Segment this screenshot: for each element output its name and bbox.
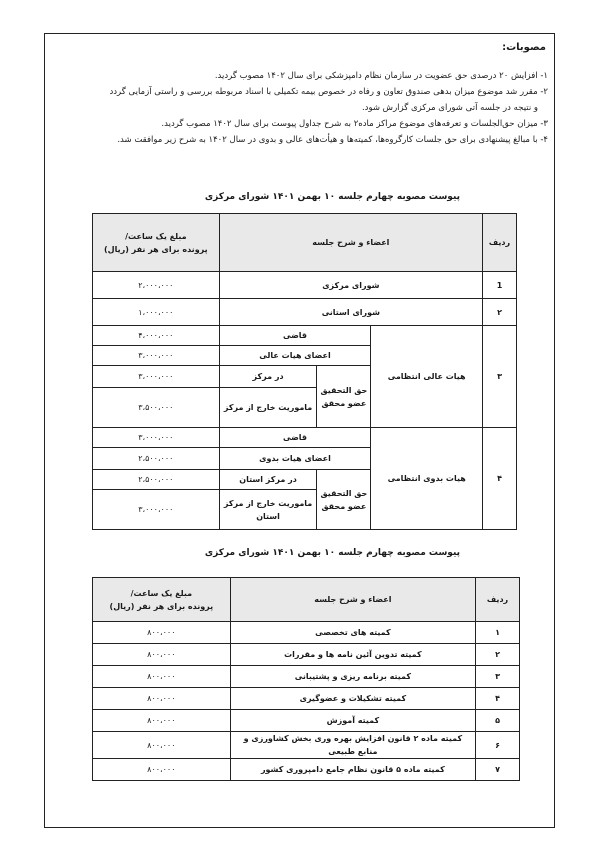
table-cell-investigator: حق التحقیق عضو محقق xyxy=(317,366,371,428)
table-cell-members: اعضای هیات عالی xyxy=(219,346,371,366)
table2-header-amount: مبلغ یک ساعت/ پرونده برای هر نفر (ریال) xyxy=(93,578,231,622)
table-cell-amount: ۸۰۰،۰۰۰ xyxy=(93,644,231,666)
table-cell-amount: ۲،۵۰۰،۰۰۰ xyxy=(93,470,220,490)
table-cell-description: شورای مرکزی xyxy=(219,272,482,299)
resolution-item-continued: و نتیجه در جلسه آتی شورای مرکزی گزارش شود. xyxy=(361,103,538,113)
table-cell-row-number: ۵ xyxy=(476,710,520,732)
table-cell-members: اعضای هیات بدوی xyxy=(219,448,371,470)
resolution-item: ۴- با مبالغ پیشنهادی برای حق جلسات کارگروه‌ها، کمیته‌ها و هیأت‌های عالی و بدوی در سال ۱۴۰۲ به شرح زیر موافقت شد. xyxy=(117,135,548,145)
resolution-item: ۱- افزایش ۲۰ درصدی حق عضویت در سازمان نظام دامپزشکی برای سال ۱۴۰۲ مصوب گردید. xyxy=(214,71,548,81)
table-cell-amount: ۳،۰۰۰،۰۰۰ xyxy=(93,366,220,388)
table-cell-amount: ۲،۰۰۰،۰۰۰ xyxy=(93,272,220,299)
table-cell-row-number: ۴ xyxy=(483,428,517,530)
table-cell-location: ماموریت خارج از مرکز xyxy=(219,388,317,428)
table-cell-row-number: ۱ xyxy=(476,622,520,644)
table-cell-amount: ۱،۰۰۰،۰۰۰ xyxy=(93,299,220,326)
table-cell-amount: ۳،۰۰۰،۰۰۰ xyxy=(93,490,220,530)
table1-header-row-number: ردیف xyxy=(483,214,517,272)
table-cell-row-number: ۳ xyxy=(476,666,520,688)
table-cell-row-number: ۳ xyxy=(483,326,517,428)
table-cell-investigator: حق التحقیق عضو محقق xyxy=(317,470,371,530)
table-cell-row-number: ۲ xyxy=(476,644,520,666)
table-cell-amount: ۳،۰۰۰،۰۰۰ xyxy=(93,428,220,448)
table2 xyxy=(92,577,520,781)
resolutions-list xyxy=(58,68,548,148)
table-cell-row-number: 1 xyxy=(483,272,517,299)
table-cell-amount: ۳،۵۰۰،۰۰۰ xyxy=(93,388,220,428)
table-cell-description: کمیته ماده ۲ قانون افزایش بهره وری بخش کشاورزی و منابع طبیعی xyxy=(230,732,475,759)
table1-header-description: اعضاء و شرح جلسه xyxy=(219,214,482,272)
table-cell-group: هیات بدوی انتظامی xyxy=(371,428,483,530)
table2-caption: پیوست مصوبه چهارم جلسه ۱۰ بهمن ۱۴۰۱ شورای مرکزی xyxy=(204,548,460,558)
table2-header-description: اعضاء و شرح جلسه xyxy=(230,578,475,622)
table-cell-amount: ۸۰۰،۰۰۰ xyxy=(93,666,231,688)
table-cell-location: ماموریت خارج از مرکز استان xyxy=(219,490,317,530)
table-cell-judge: قاضی xyxy=(219,326,371,346)
table-cell-row-number: ۴ xyxy=(476,688,520,710)
table-cell-amount: ۸۰۰،۰۰۰ xyxy=(93,732,231,759)
table1-header-amount: مبلغ یک ساعت/ پرونده برای هر نفر (ریال) xyxy=(93,214,220,272)
table-cell-amount: ۸۰۰،۰۰۰ xyxy=(93,622,231,644)
table-cell-description: کمیته ماده ۵ قانون نظام جامع دامپروری کشور xyxy=(230,759,475,781)
table-cell-row-number: ۲ xyxy=(483,299,517,326)
table-cell-description: کمیته آموزش xyxy=(230,710,475,732)
table-cell-amount: ۲،۵۰۰،۰۰۰ xyxy=(93,448,220,470)
table1 xyxy=(92,213,517,530)
table-cell-description: کمیته تدوین آئین نامه ها و مقررات xyxy=(230,644,475,666)
table-cell-amount: ۸۰۰،۰۰۰ xyxy=(93,759,231,781)
table-cell-location: در مرکز xyxy=(219,366,317,388)
table-cell-group: هیات عالی انتظامی xyxy=(371,326,483,428)
table-cell-amount: ۴،۰۰۰،۰۰۰ xyxy=(93,326,220,346)
table-cell-description: کمیته برنامه ریزی و پشتیبانی xyxy=(230,666,475,688)
resolution-item: ۳- میزان حق‌الجلسات و تعرفه‌های موضوع مراکز ماده۲ به شرح جداول پیوست برای سال ۱۴۰۲ مصوب گردید. xyxy=(161,119,548,129)
table-cell-amount: ۸۰۰،۰۰۰ xyxy=(93,688,231,710)
table-cell-description: کمیته تشکیلات و عضوگیری xyxy=(230,688,475,710)
table-cell-location: در مرکز استان xyxy=(219,470,317,490)
resolution-item: ۲- مقرر شد موضوع میزان بدهی صندوق تعاون و رفاه در خصوص بیمه تکمیلی با اسناد مربوطه بررسی و راستی آزمایی گردد xyxy=(109,87,548,97)
table-cell-description: کمیته های تخصصی xyxy=(230,622,475,644)
resolutions-heading: مصوبات: xyxy=(502,42,546,53)
table-cell-amount: ۸۰۰،۰۰۰ xyxy=(93,710,231,732)
table2-header-row-number: ردیف xyxy=(476,578,520,622)
table-cell-judge: قاضی xyxy=(219,428,371,448)
table-cell-row-number: ۶ xyxy=(476,732,520,759)
table-cell-description: شورای استانی xyxy=(219,299,482,326)
table-cell-row-number: ۷ xyxy=(476,759,520,781)
table-cell-amount: ۳،۰۰۰،۰۰۰ xyxy=(93,346,220,366)
table1-caption: پیوست مصوبه چهارم جلسه ۱۰ بهمن ۱۴۰۱ شورای مرکزی xyxy=(204,192,460,202)
